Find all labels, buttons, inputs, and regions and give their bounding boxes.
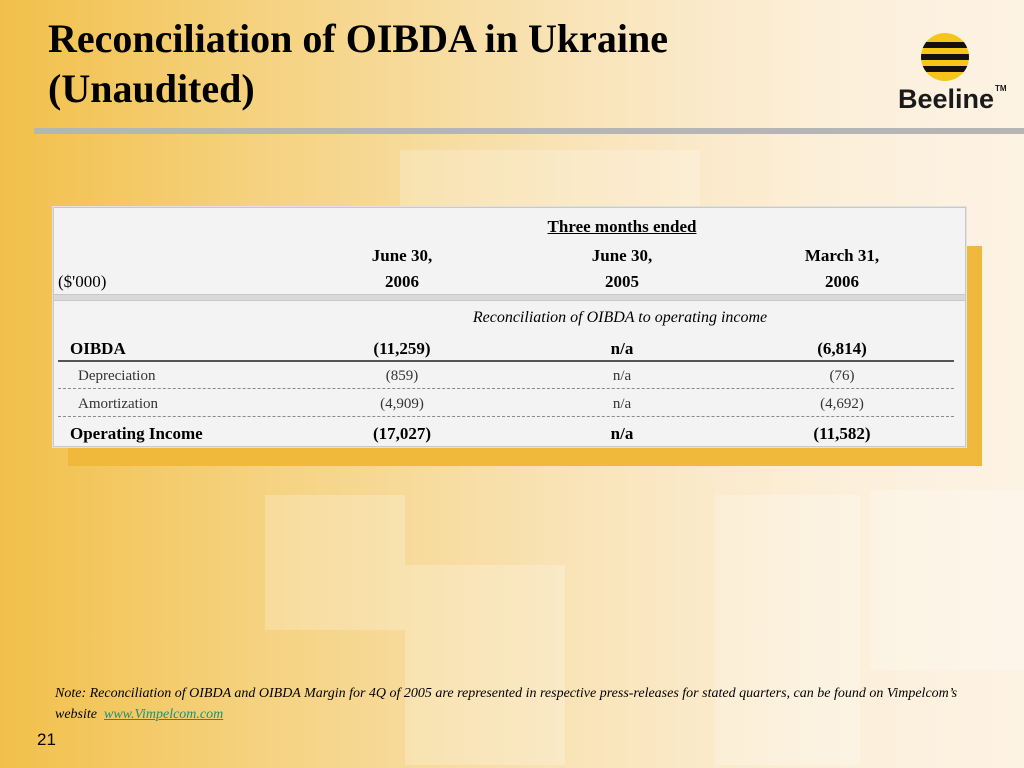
row-label-depreciation: Depreciation [78,368,156,384]
page-number: 21 [37,730,56,749]
row-label-operating-income: Operating Income [70,424,203,443]
background-tile [870,490,1024,670]
row-amortization-col1: (4,909) [380,396,424,412]
logo-trademark: TM [995,84,1007,93]
slide-title [48,14,668,114]
vimpelcom-link[interactable]: www.Vimpelcom.com [104,707,224,722]
col3-header-line1: March 31, [804,246,880,265]
slide-title-line1: Reconciliation of OIBDA in Ukraine [48,16,669,61]
logo-name: Beeline [898,84,995,114]
beeline-logo [898,32,1008,116]
row-divider [58,360,954,362]
col2-header-line1: June 30, [591,246,653,265]
header-separator [54,294,965,301]
row-amortization-col2: n/a [612,396,632,412]
row-label-oibda: OIBDA [70,339,126,358]
row-oibda-col2: n/a [610,339,634,358]
row-amortization-col3: (4,692) [820,396,864,412]
background-tile [265,495,405,630]
slide-title-line2: (Unaudited) [48,66,255,111]
unit-label: ($'000) [58,272,107,291]
col3-header-line2: 2006 [825,272,859,291]
row-label-amortization: Amortization [78,396,158,412]
row-depreciation-col3: (76) [829,368,855,384]
col1-header-line2: 2006 [385,272,419,291]
background-tile [405,565,565,765]
row-depreciation-col1: (859) [385,368,419,384]
title-divider [34,128,1024,134]
oibda-table [53,207,966,447]
section-title: Reconciliation of OIBDA to operating income [472,309,768,326]
row-divider [58,416,954,417]
row-operating-income-col2: n/a [610,424,634,443]
row-depreciation-col2: n/a [612,368,632,384]
row-oibda-col1: (11,259) [373,339,431,358]
row-operating-income-col3: (11,582) [813,424,871,443]
beeline-wordmark [898,84,1007,115]
row-operating-income-col1: (17,027) [372,424,432,443]
footnote-text: Note: Reconciliation of OIBDA and OIBDA Margin for 4Q of 2005 are represented in respective press-releases for stated quarters, can be found on Vimpelcom’s website [55,686,958,722]
beeline-stripes-icon [920,32,970,82]
row-divider [58,388,954,389]
col1-header-line1: June 30, [371,246,433,265]
row-oibda-col3: (6,814) [817,339,867,358]
group-header: Three months ended [547,217,697,236]
col2-header-line2: 2005 [605,272,639,291]
footnote [55,683,975,725]
